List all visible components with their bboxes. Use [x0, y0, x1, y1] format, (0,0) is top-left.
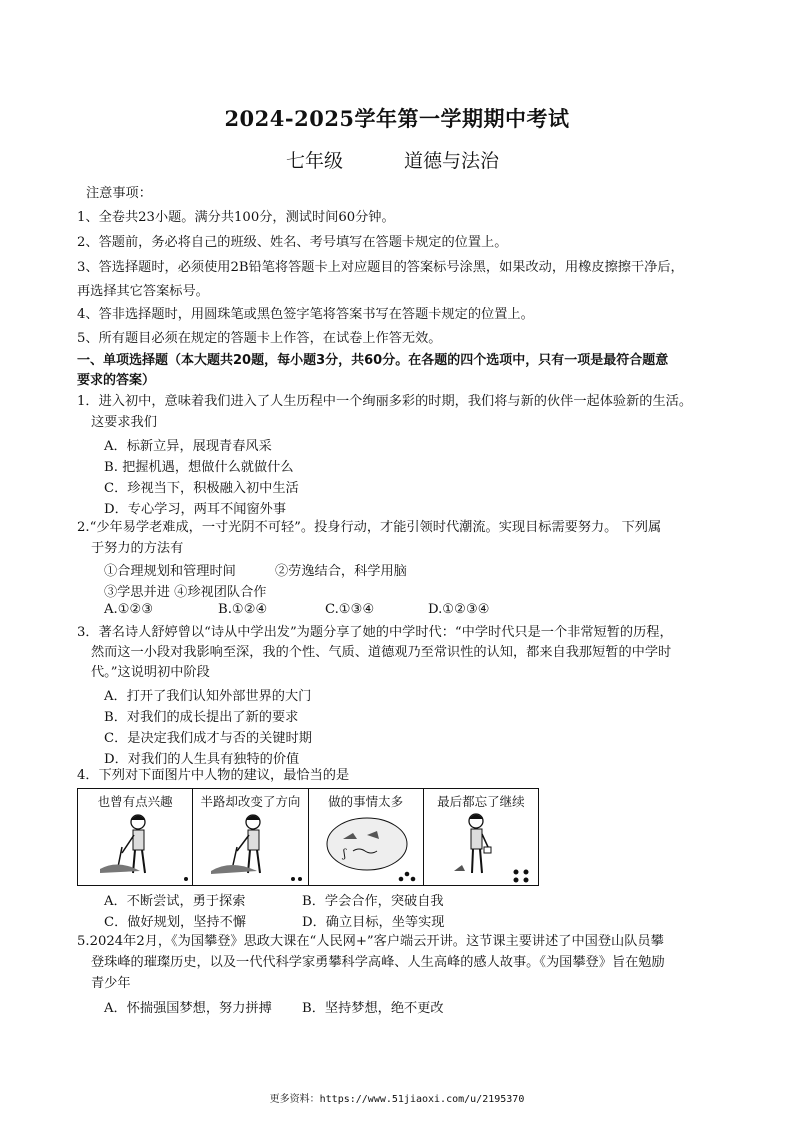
q4-option-d: D．确立目标，坐等实现: [302, 915, 445, 930]
q2-option-b: B.①②④: [218, 602, 268, 617]
q5-option-a: A．怀揣强国梦想，努力拼搏: [104, 1001, 272, 1016]
q1-option-d: D．专心学习，两耳不闻窗外事: [104, 502, 287, 517]
q5-stem-cont: 登珠峰的璀璨历史，以及一代代科学家勇攀科学高峰、人生高峰的感人故事。《为国攀登》旨在勉励: [91, 955, 665, 970]
q1-option-b: B. 把握机遇，想做什么就做什么: [104, 460, 294, 475]
note-item: 1、全卷共23小题。满分共100分，测试时间60分钟。: [77, 210, 395, 225]
comic-panel-3: [309, 789, 424, 885]
footer-link[interactable]: 更多资料：https://www.51jiaoxi.com/u/2195370: [269, 1094, 525, 1105]
grade-label: 七年级: [286, 150, 344, 172]
svg-text:ʃ: ʃ: [342, 847, 346, 860]
comic-panel-4: [424, 789, 538, 885]
q3-option-d: D．对我们的人生具有独特的价值: [104, 752, 300, 767]
digging-person-figure: [193, 789, 308, 885]
q3-stem: 3．著名诗人舒婷曾以“诗从中学出发”为题分享了她的中学时代：“中学时代只是一个非常短暂的历程，: [77, 625, 673, 640]
q3-option-c: C．是决定我们成才与否的关键时期: [104, 731, 312, 746]
q1-option-a: A．标新立异，展现青春风采: [104, 439, 272, 454]
q5-stem: 5.2024年2月，《为国攀登》思政大课在“人民网+”客户端云开讲。这节课主要讲述了中国登山队员攀: [77, 934, 664, 949]
comic-panel-1: [78, 789, 193, 885]
comic-strip: [77, 788, 539, 886]
q1-stem-cont: 这要求我们: [91, 415, 157, 430]
scattered-holes-figure: [309, 789, 424, 885]
q1-option-c: C．珍视当下，积极融入初中生活: [104, 481, 299, 496]
exam-title: 2024-2025学年第一学期期中考试: [224, 106, 570, 131]
q2-stem-cont: 于努力的方法有: [91, 541, 184, 556]
subject-label: 道德与法治: [404, 150, 500, 172]
note-item: 4、答非选择题时，用圆珠笔或黑色签字笔将答案书写在答题卡规定的位置上。: [77, 307, 534, 322]
note-item: 5、所有题目必须在规定的答题卡上作答，在试卷上作答无效。: [77, 331, 442, 346]
q3-option-b: B．对我们的成长提出了新的要求: [104, 710, 299, 725]
section-heading: 一、单项选择题（本大题共20题，每小题3分，共60分。在各题的四个选项中，只有一项是最符合题意: [77, 353, 669, 368]
comic-panel-2: [193, 789, 308, 885]
q2-option-d: D.①②③④: [428, 602, 490, 617]
q4-option-c: C．做好规划，坚持不懈: [104, 915, 246, 930]
standing-person-figure: [424, 789, 538, 885]
q2-option-c: C.①③④: [325, 602, 375, 617]
q5-stem-cont-2: 青少年: [91, 976, 131, 991]
section-heading-cont: 要求的答案）: [77, 373, 156, 388]
note-item: 2、答题前，务必将自己的班级、姓名、考号填写在答题卡规定的位置上。: [77, 235, 508, 250]
digging-person-figure: [78, 789, 193, 885]
comic-caption: 也曾有点兴趣: [97, 794, 173, 809]
q2-item-2: ②劳逸结合，科学用脑: [275, 564, 407, 579]
q2-item-1: ①合理规划和管理时间: [104, 564, 236, 579]
q1-stem: 1．进入初中，意味着我们进入了人生历程中一个绚丽多彩的时期，我们将与新的伙伴一起体验新的生活。: [77, 394, 693, 409]
q4-stem: 4．下列对下面图片中人物的建议，最恰当的是: [77, 768, 350, 783]
q2-item-3: ③学思并进 ④珍视团队合作: [104, 585, 267, 600]
q5-option-b: B．坚持梦想，绝不更改: [302, 1001, 444, 1016]
notes-heading: 注意事项：: [86, 186, 152, 201]
comic-caption: 最后都忘了继续: [437, 794, 525, 809]
q2-option-a: A.①②③: [104, 602, 154, 617]
note-item: 再选择其它答案标号。: [77, 284, 209, 299]
q4-option-b: B．学会合作，突破自我: [302, 894, 444, 909]
q2-stem: 2.“少年易学老难成，一寸光阴不可轻”。投身行动，才能引领时代潮流。实现目标需要努力。 下列属: [77, 520, 662, 535]
comic-caption: 半路却改变了方向: [200, 794, 301, 809]
note-item: 3、答选择题时，必须使用2B铅笔将答题卡上对应题目的答案标号涂黑，如果改动，用橡皮擦擦干净后，: [77, 260, 684, 275]
q4-option-a: A．不断尝试，勇于探索: [104, 894, 246, 909]
comic-caption: 做的事情太多: [328, 794, 404, 809]
q3-stem-cont-2: 代。”这说明初中阶段: [91, 665, 210, 680]
q3-stem-cont: 然而这一小段对我影响至深，我的个性、气质、道德观乃至常识性的认知，都来自我那短暂的中学时: [91, 645, 672, 660]
q3-option-a: A．打开了我们认知外部世界的大门: [104, 689, 312, 704]
